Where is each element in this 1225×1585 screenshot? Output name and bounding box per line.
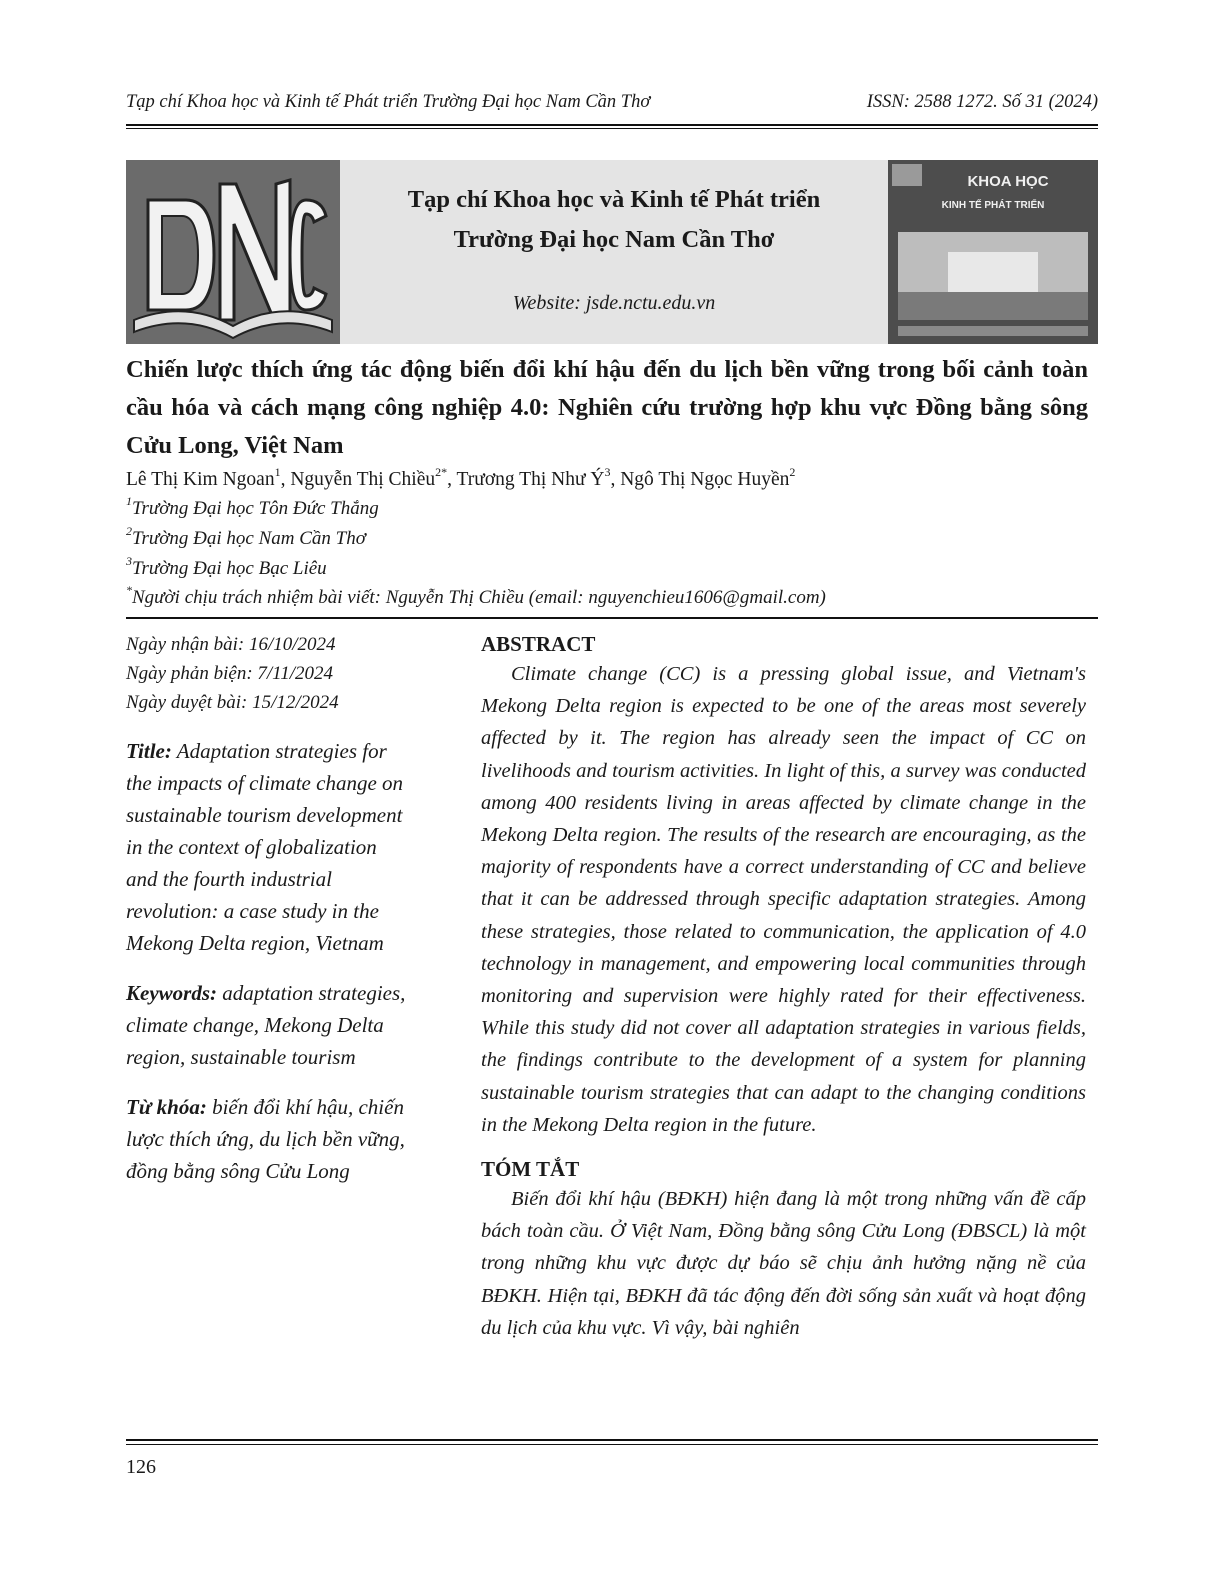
affiliation-mark: 2 xyxy=(126,523,132,538)
article-dates xyxy=(126,630,406,717)
footer-rule-thin xyxy=(126,1444,1098,1445)
author-name: Lê Thị Kim Ngoan xyxy=(126,469,275,490)
tomtat-heading: TÓM TẮT xyxy=(481,1157,580,1182)
page-number: 126 xyxy=(126,1456,156,1478)
tukhoa-text: biến đổi khí hậu, chiến lược thích ứng, du lịch bền vững, đồng bằng sông Cửu Long xyxy=(126,1095,405,1183)
issn-info: ISSN: 2588 1272. Số 31 (2024) xyxy=(866,92,1098,112)
tomtat-text: Biến đổi khí hậu (BĐKH) hiện đang là một trong những vấn đề cấp bách toàn cầu. Ở Việt Nam, Đồng bằng sông Cửu Long (ĐBSCL) là một trong những khu vực được dự báo sẽ chịu ảnh hưởng nặng nề của BĐKH. Hiện tại, BĐKH đã tác động đến đời sống sản xuất và hoạt động du lịch của khu vực. Vì vậy, bài nghiên xyxy=(481,1188,1086,1339)
affiliation-mark: 3 xyxy=(126,553,132,568)
received-date: Ngày nhận bài: 16/10/2024 xyxy=(126,634,336,655)
section-rule xyxy=(126,617,1098,619)
keywords-text: adaptation strategies, climate change, Mekong Delta region, sustainable tourism xyxy=(126,981,406,1069)
affiliation xyxy=(126,553,327,580)
keywords-en xyxy=(126,977,406,1073)
banner-title-line2: Trường Đại học Nam Cần Thơ xyxy=(453,226,775,253)
header-rule xyxy=(126,124,1098,126)
author-name: Ngô Thị Ngọc Huyền xyxy=(620,469,790,490)
tukhoa-label: Từ khóa: xyxy=(126,1095,207,1119)
banner-title-line1: Tạp chí Khoa học và Kinh tế Phát triển xyxy=(407,186,821,213)
author-name: Nguyễn Thị Chiều xyxy=(290,469,436,490)
running-header xyxy=(126,88,1098,118)
author-affiliation-mark: 3 xyxy=(604,464,611,479)
keywords-vi xyxy=(126,1091,406,1187)
article-meta xyxy=(126,630,406,1187)
keywords-label: Keywords: xyxy=(126,981,217,1005)
accepted-date: Ngày duyệt bài: 15/12/2024 xyxy=(126,692,339,713)
affiliation-mark: * xyxy=(126,582,132,597)
header-rule-thin xyxy=(126,128,1098,129)
affiliation-text: Người chịu trách nhiệm bài viết: Nguyễn Thị Chiều (email: nguyenchieu1606@gmail.com) xyxy=(132,587,826,608)
affiliation-text: Trường Đại học Tôn Đức Thắng xyxy=(132,498,379,519)
journal-banner xyxy=(126,160,1098,344)
journal-name: Tạp chí Khoa học và Kinh tế Phát triển Trường Đại học Nam Cần Thơ xyxy=(126,92,651,112)
article-title: Chiến lược thích ứng tác động biến đổi khí hậu đến du lịch bền vững trong bối cảnh toàn cầu hóa và cách mạng công nghiệp 4.0: Nghiên cứu trường hợp khu vực Đồng bằng sông Cửu Long, Việt Nam xyxy=(126,356,1088,459)
abstract-column xyxy=(481,630,1086,1344)
abstract-heading: ABSTRACT xyxy=(481,632,596,656)
journal-website[interactable]: Website: jsde.nctu.edu.vn xyxy=(512,292,716,314)
english-title xyxy=(126,735,406,959)
author-name: Trương Thị Như Ý xyxy=(456,469,605,490)
corresponding-author xyxy=(126,582,826,609)
author-affiliation-mark: 2* xyxy=(435,464,448,479)
affiliation-text: Trường Đại học Bạc Liêu xyxy=(132,558,327,579)
affiliation-mark: 1 xyxy=(126,493,132,508)
english-title-text: Adaptation strategies for the impacts of climate change on sustainable tourism development in the context of globalization and the fourth industrial revolution: a case study in the Mekong Delta region, Vietnam xyxy=(126,739,404,955)
author-list: Lê Thị Kim Ngoan$^1$, Nguyễn Thị Chiều$^{2*}$, Trương Thị Như $Ý^3$, Ngô Thị Ngọc Huyền$^2$ xyxy=(126,464,796,490)
cover-subtitle: KINH TẾ PHÁT TRIỂN xyxy=(941,200,1045,211)
affiliation xyxy=(126,523,366,550)
dnc-logo xyxy=(126,160,340,344)
english-title-label: Title: xyxy=(126,739,172,763)
footer-rule xyxy=(126,1439,1098,1441)
journal-cover-image xyxy=(888,160,1098,344)
author-affiliation-mark: 2 xyxy=(789,464,796,479)
author-affiliation-mark: 1 xyxy=(274,464,281,479)
reviewed-date: Ngày phản biện: 7/11/2024 xyxy=(126,663,334,684)
abstract-text: Climate change (CC) is a pressing global issue, and Vietnam's Mekong Delta region is expected to be one of the areas most severely affected by it. The region has already seen the impact of CC on livelihoods and tourism activities. In light of this, a survey was conducted among 400 residents living in areas affected by climate change in the Mekong Delta region. The results of the research are encouraging, as the majority of respondents have a correct understanding of CC and believe that it can be addressed through specific adaptation strategies. Among these strategies, those related to communication, the application of 4.0 technology in management, and empowering local communities through monitoring and supervision were highly rated for their effectiveness. While this study did not cover all adaptation strategies in various fields, the findings contribute to the development of a system for planning sustainable tourism strategies that can adapt to the changing conditions in the Mekong Delta region in the future. xyxy=(481,663,1086,1136)
cover-title: KHOA HỌC xyxy=(967,173,1049,190)
affiliation-text: Trường Đại học Nam Cần Thơ xyxy=(132,528,366,549)
affiliation xyxy=(126,493,379,520)
